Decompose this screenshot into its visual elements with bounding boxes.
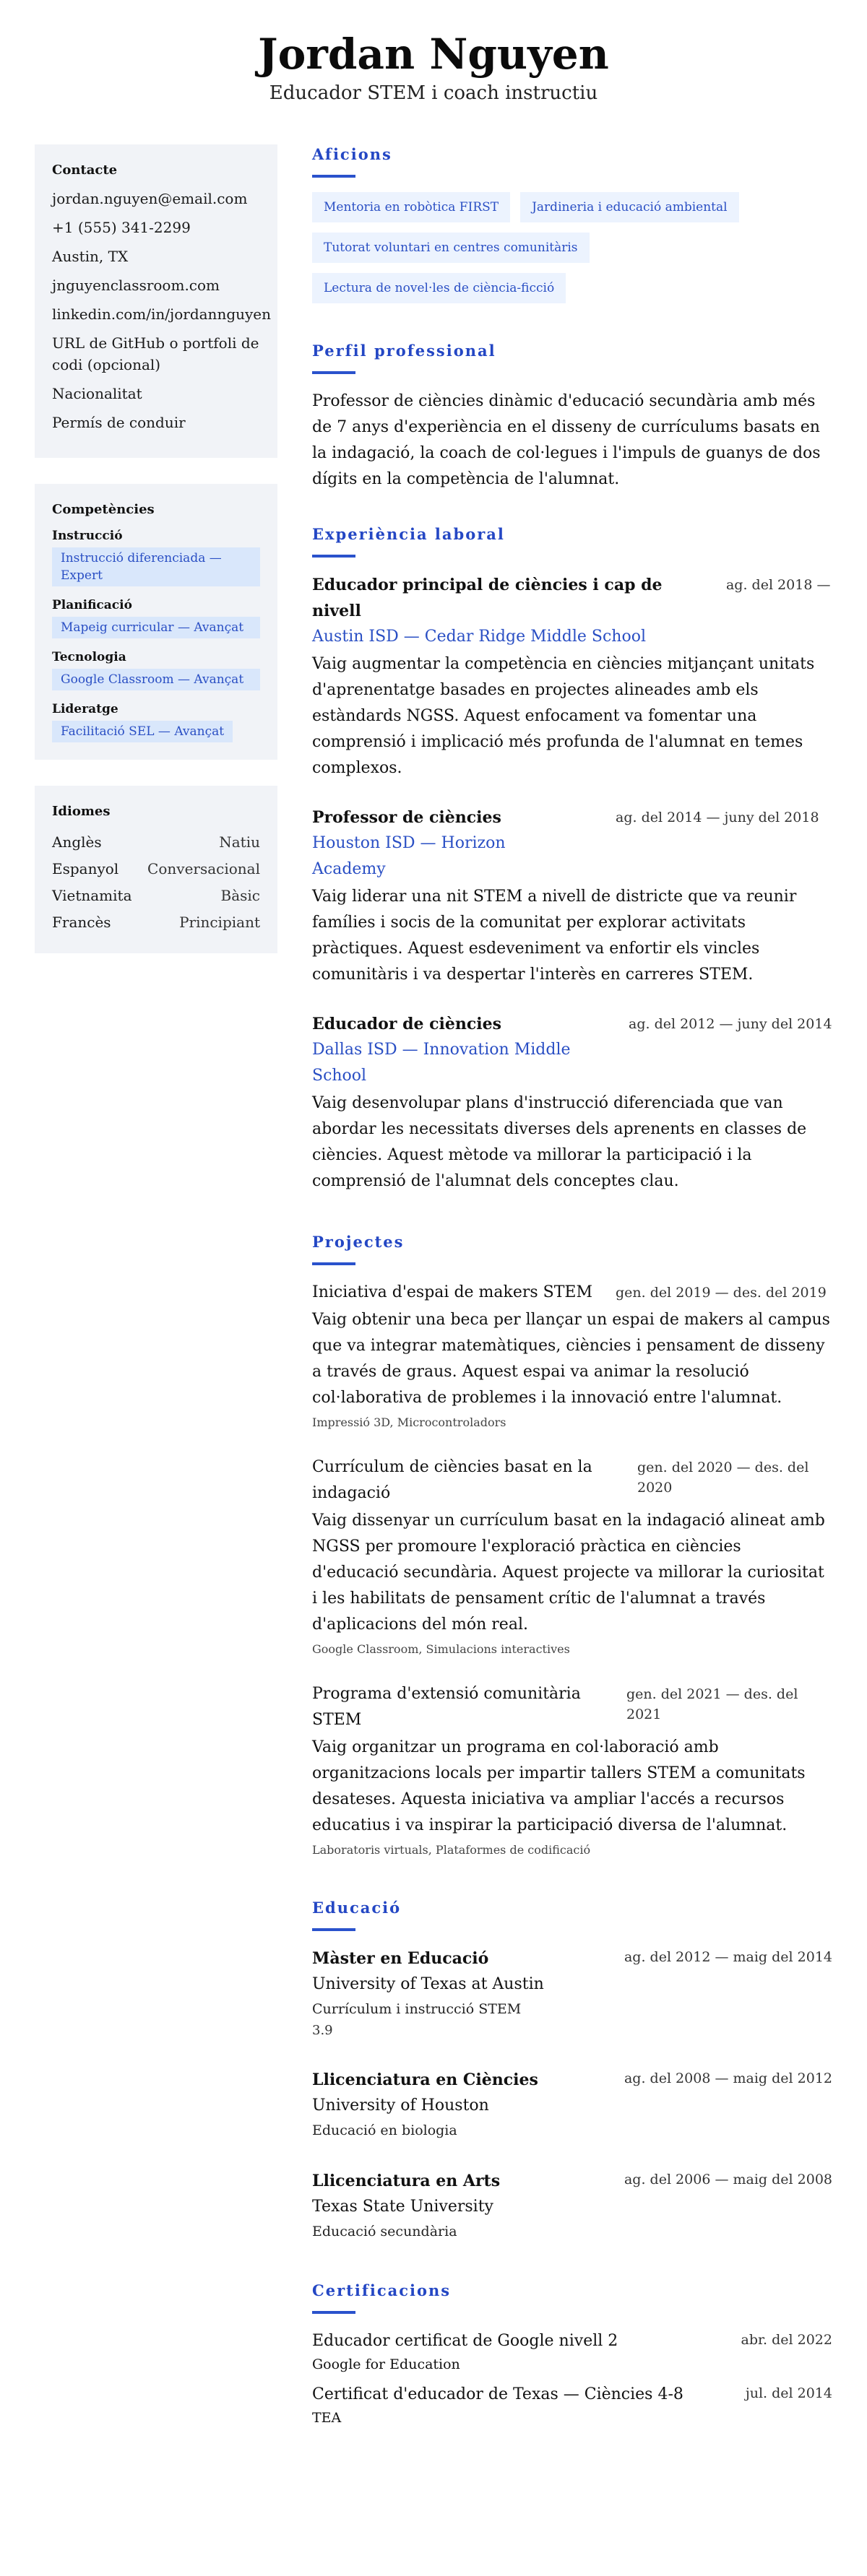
section-title: Projectes (312, 1233, 405, 1251)
job-description: Vaig liderar una nit STEM a nivell de districte que va reunir famílies i socis de la comunitat per explorar activitats pràctiques. Aquest esdeveniment va enfortir els vincles comunitàris i va despertar l'interès en carreres STEM. (312, 888, 797, 984)
hobby-tag: Jardineria i educació ambiental (520, 192, 738, 222)
degree: Màster en Educació (312, 1949, 489, 1968)
skill-category: Instrucció (52, 529, 123, 543)
section-title: Aficions (312, 145, 392, 163)
experience-item (312, 1011, 832, 1194)
profile-summary: Professor de ciències dinàmic d'educació secundària amb més de 7 anys d'experiència en el disseny de currículums basats en la indagació, la coach de col·legues i l'impuls de guanys de dos dígits en la competència de l'alumnat. (312, 392, 821, 488)
contact-phone[interactable]: +1 (555) 341-2299 (52, 219, 191, 236)
contact-box (35, 144, 277, 458)
skill-tag: Mapeig curricular — Avançat (52, 617, 260, 638)
resume-header (0, 0, 867, 144)
project-name: Programa d'extensió comunitària STEM (312, 1685, 581, 1729)
section-divider (312, 1928, 355, 1931)
project-description: Vaig obtenir una beca per llançar un espai de makers al campus que va integrar matemàtiques, ciències i pensament de disseny a través de graus. Aquest espai va animar la resolució col·laborativa de problemes i la innovació entre l'alumnat. (312, 1311, 830, 1407)
education-dates: ag. del 2012 — maig del 2014 (624, 1949, 832, 1965)
project-description: Vaig organitzar un programa en col·laboració amb organitzacions locals per impartir tallers STEM a comunitats desateses. Aquesta iniciativa va ampliar l'accés a recursos educatius i va inspirar la participació diversa de l'alumnat. (312, 1738, 806, 1834)
languages-heading: Idiomes (52, 804, 111, 819)
education-item (312, 2168, 832, 2243)
certification-item (312, 2382, 832, 2428)
school: University of Texas at Austin (312, 1975, 544, 1993)
project-dates: gen. del 2021 — des. del 2021 (626, 1686, 798, 1722)
hobbies-section (312, 144, 832, 303)
skill-group (52, 527, 260, 586)
certification-name: Educador certificat de Google nivell 2 (312, 2332, 618, 2350)
contact-website[interactable]: jnguyenclassroom.com (52, 277, 220, 294)
degree: Llicenciatura en Arts (312, 2172, 501, 2190)
section-divider (312, 1262, 355, 1265)
language-row (52, 882, 260, 909)
language-name: Vietnamita (52, 887, 132, 904)
job-description: Vaig augmentar la competència en ciències mitjançant unitats d'aprenentatge basades en projectes alineades amb els estàndards NGSS. Aquest enfocament va fomentar una comprensió i implicació més profunda de l'alumnat en temes complexos. (312, 655, 815, 777)
gpa: 3.9 (312, 2023, 333, 2038)
language-level: Bàsic (220, 887, 260, 904)
education-section (312, 1898, 832, 2243)
section-divider (312, 555, 355, 558)
language-row (52, 829, 260, 856)
hobby-tag: Lectura de novel·les de ciència-ficció (312, 273, 566, 303)
section-title: Perfil professional (312, 342, 496, 360)
certifications-section (312, 2281, 832, 2428)
project-dates: gen. del 2020 — des. del 2020 (637, 1460, 809, 1496)
project-item (312, 1681, 832, 1860)
section-divider (312, 2311, 355, 2314)
certification-item (312, 2328, 832, 2375)
section-divider (312, 175, 355, 178)
contact-github[interactable]: URL de GitHub o portfoli de codi (opcional) (52, 334, 259, 373)
skill-group (52, 597, 260, 638)
education-item (312, 1946, 832, 2041)
skills-heading: Competències (52, 502, 155, 517)
language-level: Principiant (179, 914, 260, 931)
field-of-study: Educació en biologia (312, 2122, 457, 2138)
language-level: Conversacional (147, 860, 260, 877)
main-column (312, 144, 832, 2457)
sidebar (35, 144, 277, 979)
contact-nationality: Nacionalitat (52, 385, 142, 402)
project-technologies: Laboratoris virtuals, Plataformes de codificació (312, 1843, 591, 1857)
job-dates: ag. del 2014 — juny del 2018 (616, 810, 819, 825)
language-row (52, 856, 260, 882)
project-technologies: Impressió 3D, Microcontroladors (312, 1415, 506, 1429)
skill-tag: Instrucció diferenciada — Expert (52, 547, 260, 586)
certification-issuer: TEA (312, 2410, 342, 2426)
job-description: Vaig desenvolupar plans d'instrucció diferenciada que van abordar les necessitats diverses dels aprenents en classes de ciències. Aquest mètode va millorar la participació i la comprensió de l'alumnat dels conceptes clau. (312, 1094, 807, 1190)
language-name: Espanyol (52, 860, 119, 877)
skill-group (52, 649, 260, 690)
job-organization: Houston ISD — Horizon Academy (312, 834, 506, 878)
candidate-title: Educador STEM i coach instructiu (269, 82, 598, 104)
profile-section (312, 341, 832, 493)
field-of-study: Educació secundària (312, 2224, 457, 2239)
section-divider (312, 371, 355, 374)
resume-body (0, 144, 867, 2457)
skill-tag: Google Classroom — Avançat (52, 669, 260, 690)
contact-heading: Contacte (52, 162, 118, 178)
contact-driving-license: Permís de conduir (52, 414, 186, 431)
project-name: Iniciativa d'espai de makers STEM (312, 1283, 593, 1301)
education-dates: ag. del 2008 — maig del 2012 (624, 2070, 832, 2086)
degree: Llicenciatura en Ciències (312, 2070, 538, 2089)
contact-linkedin[interactable]: linkedin.com/in/jordannguyen (52, 305, 272, 323)
project-item (312, 1280, 832, 1433)
skill-group (52, 701, 260, 742)
skills-box (35, 484, 277, 760)
certification-date: abr. del 2022 (741, 2332, 832, 2348)
job-title: Educador principal de ciències i cap de nivell (312, 576, 663, 620)
job-title: Educador de ciències (312, 1015, 502, 1033)
project-name: Currículum de ciències basat en la indagació (312, 1458, 592, 1502)
contact-email[interactable]: jordan.nguyen@email.com (52, 190, 248, 207)
skill-category: Lideratge (52, 702, 118, 716)
experience-section (312, 524, 832, 1194)
job-organization: Dallas ISD — Innovation Middle School (312, 1041, 571, 1085)
experience-item (312, 805, 832, 988)
language-row (52, 909, 260, 936)
experience-item (312, 572, 832, 781)
project-description: Vaig dissenyar un currículum basat en la indagació alineat amb NGSS per promoure l'exploració pràctica en ciències d'educació secundària. Aquest projecte va millorar la curiositat i les habilitats de pensament crític de l'alumnat a través d'aplicacions del món real. (312, 1512, 825, 1634)
education-dates: ag. del 2006 — maig del 2008 (624, 2172, 832, 2187)
field-of-study: Currículum i instrucció STEM (312, 2001, 522, 2017)
project-technologies: Google Classroom, Simulacions interactives (312, 1642, 570, 1656)
hobby-tag: Mentoria en robòtica FIRST (312, 192, 510, 222)
certification-name: Certificat d'educador de Texas — Ciències 4-8 (312, 2385, 683, 2403)
skill-tag: Facilitació SEL — Avançat (52, 721, 233, 742)
hobby-tag: Tutorat voluntari en centres comunitàris (312, 233, 590, 263)
candidate-name: Jordan Nguyen (258, 30, 609, 79)
language-name: Francès (52, 914, 111, 931)
certification-date: jul. del 2014 (745, 2385, 832, 2401)
contact-location: Austin, TX (52, 248, 129, 265)
project-item (312, 1454, 832, 1660)
job-title: Professor de ciències (312, 808, 501, 827)
section-title: Educació (312, 1899, 402, 1917)
job-dates: ag. del 2012 — juny del 2014 (629, 1016, 832, 1032)
skill-category: Planificació (52, 598, 132, 612)
hobby-list (312, 192, 789, 303)
skill-category: Tecnologia (52, 650, 126, 664)
language-name: Anglès (52, 833, 102, 851)
school: University of Houston (312, 2096, 489, 2115)
job-dates: ag. del 2018 — (725, 577, 831, 593)
school: Texas State University (312, 2198, 493, 2216)
language-level: Natiu (219, 833, 260, 851)
section-title: Certificacions (312, 2281, 452, 2299)
project-dates: gen. del 2019 — des. del 2019 (616, 1285, 827, 1301)
projects-section (312, 1232, 832, 1860)
section-title: Experiència laboral (312, 525, 505, 543)
languages-box (35, 786, 277, 953)
education-item (312, 2067, 832, 2142)
certification-issuer: Google for Education (312, 2356, 460, 2372)
job-organization: Austin ISD — Cedar Ridge Middle School (312, 628, 646, 646)
